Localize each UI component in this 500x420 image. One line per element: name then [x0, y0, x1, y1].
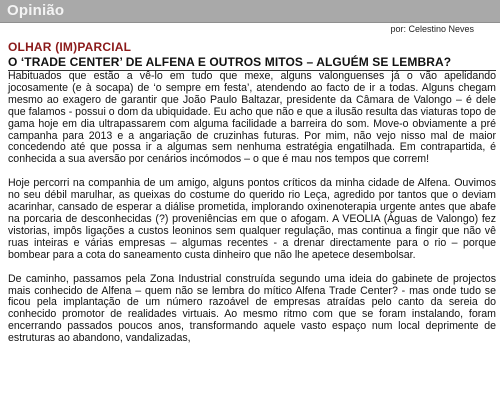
article-paragraph-2: Hoje percorri na companhia de um amigo, alguns pontos críticos da minha cidade de Alfena. Ouvimos no seu débil marulhar, as queixas do costume do querido rio Leça, agredido por tantos que o deviam acarinhar, cansado de esperar a diálise prometida, implorando oxinenoterapia urgente antes que abafe na porcaria de desconhecidas (?) proveniências em que o afogam. A VEOLIA (Águas de Valongo) fez vistorias, impôs ligações a custos leoninos sem qualquer regulação, mas continua a fingir que não vê ruas inteiras e várias empresas – algumas recentes - a drenar directamente para o rio – porque bombear para a cota do saneamento custa dinheiro que não lhe apetece desembolsar.: [8, 177, 496, 261]
column-kicker: OLHAR (IM)PARCIAL: [8, 40, 132, 54]
article-body: [8, 71, 496, 357]
article-paragraph-1: Habituados que estão a vê-lo em tudo que mexe, alguns valonguenses já o vão apelidando jocosamente (e à socapa) de ‘o sempre em festa’, atendendo ao facto de ir a todas. Alguns chegam mesmo ao exagero de garantir que João Paulo Baltazar, presidente da Câmara de Valongo – é dele que falamos - possui o dom da ubiquidade. Eu acho que não e que a ilusão resulta das viaturas topo de gama hoje em dia ultrapassarem com alguma facilidade a barreira do som. Move-o obviamente a pré campanha para 2013 e a angariação de cruzinhas futuras. Por mim, não vejo nisso mal de maior concedendo até que possa ir a algumas sem nenhuma estratégia engatilhada. Em contrapartida, é conhecida a sua aversão por cenários incómodos – o que é mau nos tempos que correm!: [8, 70, 496, 166]
section-header: [0, 0, 500, 23]
article-paragraph-3: De caminho, passamos pela Zona Industrial construída segundo uma ideia do gabinete de projectos mais conhecido de Alfena – quem não se lembra do mítico Alfena Trade Center? - mas onde tudo se ficou pela implantação de um número razoável de empresas atraídas pelo canto da sereia do conhecido promotor de realidades virtuais. Ao mesmo ritmo com que se foram instalando, foram encerrando passados poucos anos, transformando aquele vasto espaço num local deprimente de estruturas ao abandono, vandalizadas,: [8, 272, 496, 345]
section-title: Opinião: [7, 2, 65, 19]
article-headline: O ‘TRADE CENTER’ DE ALFENA E OUTROS MITOS – ALGUÉM SE LEMBRA?: [8, 55, 452, 69]
article-byline: por: Celestino Neves: [390, 24, 474, 34]
